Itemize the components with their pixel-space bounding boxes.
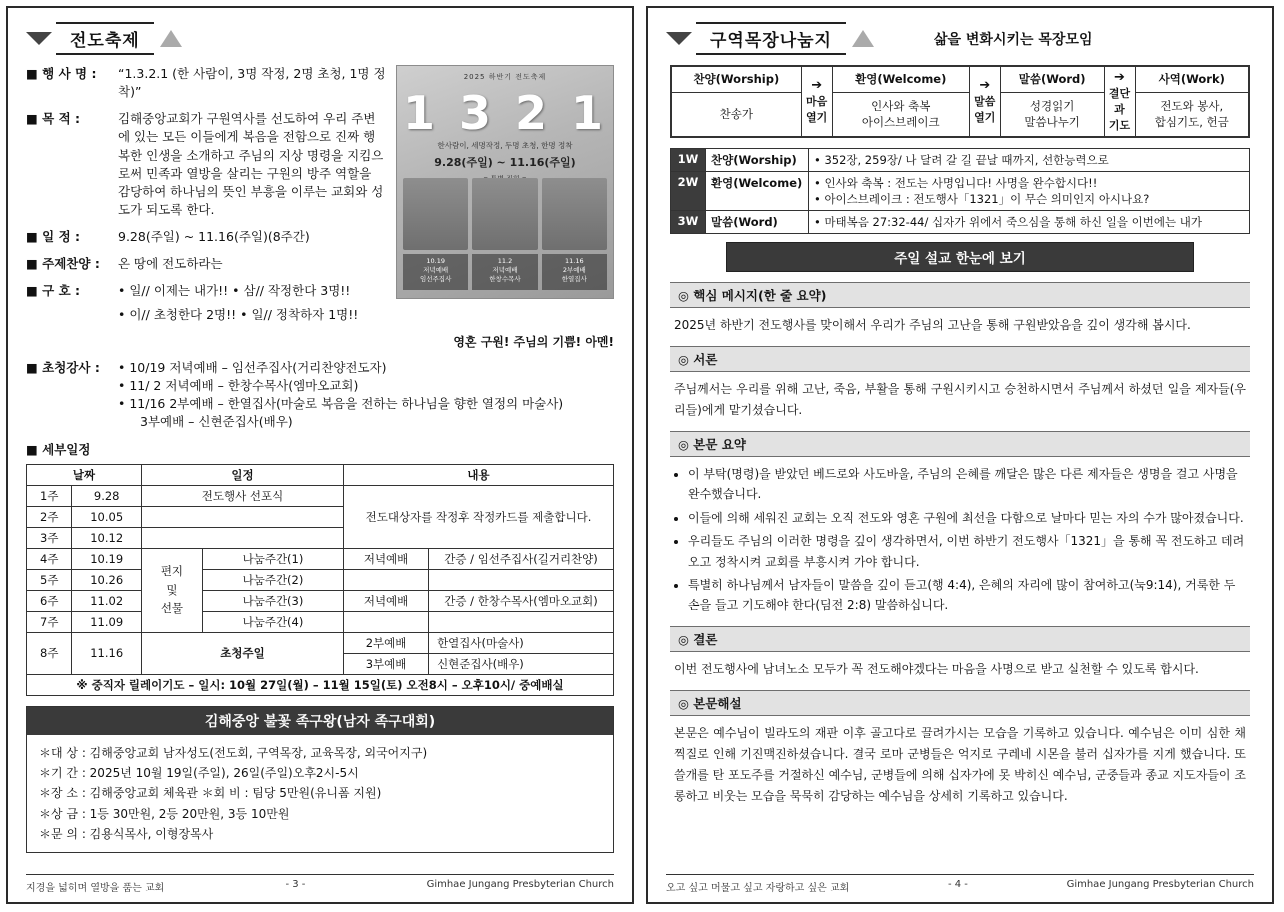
cell-date: 10.19 <box>72 548 141 569</box>
cell-date: 10.05 <box>72 506 141 527</box>
flow-body-worship: 찬송가 <box>672 92 802 136</box>
contest-line: ＊장 소 : 김해중앙교회 체육관 ＊회 비 : 팀당 5만원(유니폼 지원) <box>39 786 382 801</box>
flow-body-work: 전도와 봉사, 합심기도, 헌금 <box>1135 92 1249 136</box>
poster-dates: 9.28(주일) ~ 11.16(주일) <box>434 156 576 169</box>
relay-prayer-note: ※ 중직자 릴레이기도 – 일시: 10월 27일(월) – 11월 15일(토) 오전8시 – 오후10시/ 중예배실 <box>27 674 614 695</box>
col-date: 날짜 <box>27 464 142 485</box>
speaker-item: • 11/ 2 저녁예배 – 한창수목사(엠마오교회) <box>118 378 359 394</box>
cell-plan: 초청주일 <box>141 632 343 674</box>
table-row <box>27 569 614 590</box>
table-row <box>27 632 614 653</box>
footer-slogan: 지경을 넓히며 열방을 품는 교회 <box>26 883 165 894</box>
week-badge: 1W <box>671 149 706 172</box>
poster-speaker-strip <box>403 254 607 290</box>
contest-title: 김해중앙 불꽃 족구왕(남자 족구대회) <box>27 707 613 735</box>
detail-schedule-label: ■ 세부일정 <box>26 442 91 458</box>
section-text-intro: 주님께서는 우리를 위해 고난, 죽음, 부활을 통해 구원시키시고 승천하시면서 주님께서 하셨던 일을 제자들(우리들)에게 맡기셨습니다. <box>674 382 1246 417</box>
page-title: 전도축제 <box>56 22 154 55</box>
section-head-summary: ◎ 본문 요약 <box>670 431 1250 457</box>
meeting-flow-box <box>670 65 1250 138</box>
list-item: • 이 부탁(명령)을 받았던 베드로와 사도바울, 주님의 은혜를 깨달은 많은 다른 제자들은 생명을 걸고 사명을 완수했습니다. <box>688 464 1246 505</box>
info-row-theme-song <box>26 255 386 273</box>
info-label: ■ 구 호 : <box>26 283 81 299</box>
speaker-list <box>118 359 614 432</box>
flow-body-row <box>672 92 1249 136</box>
cell-plan: 전도행사 선포식 <box>141 485 343 506</box>
week-content: • 마태복음 27:32-44/ 십자가 위에서 죽으심을 통해 하신 일을 이번에는 내가 <box>809 211 1250 234</box>
banner-subtitle: 삶을 변화시키는 목장모임 <box>933 31 1093 48</box>
table-row <box>27 590 614 611</box>
cell-detail: 전도대상자를 작정후 작정카드를 제출합니다. <box>344 485 614 548</box>
arrow-right-icon-2: ➔ 말씀 열기 <box>969 67 1000 137</box>
cell-worship: 저녁예배 <box>344 548 429 569</box>
col-detail: 내용 <box>344 464 614 485</box>
sermon-overview-bar: 주일 설교 한눈에 보기 <box>726 242 1194 272</box>
cell-date: 11.02 <box>72 590 141 611</box>
arrow-right-icon-3: ➔ 결단과 기도 <box>1104 67 1135 137</box>
table-row <box>27 485 614 506</box>
poster-big-number: 1 3 2 1 <box>402 86 608 140</box>
info-label: ■ 목 적 : <box>26 111 81 127</box>
section-head-intro: ◎ 서론 <box>670 346 1250 372</box>
info-label: ■ 초청강사 : <box>26 359 100 375</box>
cell-week: 1주 <box>27 485 72 506</box>
section-text-key-message: 2025년 하반기 전도행사를 맞이해서 우리가 주님의 고난을 통해 구원받았음을 깊이 생각해 봅시다. <box>674 318 1191 332</box>
cell-worship: 2부예배 <box>344 632 429 653</box>
info-value: “1.3.2.1 (한 사람이, 3명 작정, 2명 초청, 1명 정착)” <box>118 66 386 100</box>
footbal-contest-box <box>26 706 614 854</box>
poster-top-text: 2025 하반기 전도축제 <box>463 73 547 81</box>
section-list-summary <box>688 464 1246 616</box>
cell-detail: 간증 / 임선주집사(길거리찬양) <box>429 548 614 569</box>
cell-worship: 3부예배 <box>344 653 429 674</box>
slogan-line-2: • 이// 초청한다 2명!! • 일// 정착하자 1명!! <box>118 307 359 323</box>
info-row-name <box>26 65 386 101</box>
left-footer <box>26 874 614 894</box>
cell-share-week: 나눔주간(4) <box>202 611 343 632</box>
meeting-flow-table <box>671 66 1249 137</box>
detail-schedule-table <box>26 464 614 696</box>
flow-step-work: 사역(Work) <box>1135 67 1249 93</box>
week-badge: 3W <box>671 211 706 234</box>
cell-detail: 한열집사(마술사) <box>429 632 614 653</box>
speaker-item: • 11/16 2부예배 – 한열집사(마술로 복음을 전하는 하나님을 향한 열정의 마술사) <box>118 396 564 412</box>
contest-line: ＊대 상 : 김해중앙교회 남자성도(전도회, 구역목장, 교육목장, 외국어지구) <box>39 745 428 760</box>
contest-details <box>27 735 613 853</box>
right-section-banner <box>666 22 1254 55</box>
list-item: • 우리들도 주님의 이러한 명령을 깊이 생각하면서, 이번 하반기 전도행사「1321」을 통해 꼭 전도하고 데려오고 정착시켜 교회를 부흥시켜 가야 합니다. <box>688 531 1246 572</box>
weekly-program-table <box>670 148 1250 234</box>
cell-detail <box>429 569 614 590</box>
cell-share-week: 나눔주간(1) <box>202 548 343 569</box>
info-value: 김해중앙교회가 구원역사를 선도하여 우리 주변에 있는 모든 이들에게 복음을 전함으로 진짜 행복한 인생을 소개하고 주님의 지상 명령을 지킴으로써 민족과 열방을 살리는 구원의 방주 역할을 감당하여 하나님의 뜻인 부흥을 이루는 교회와 성도가 되도록 한다. <box>118 111 384 217</box>
cell-gift-group: 편지 및 선물 <box>141 548 202 632</box>
table-row <box>671 149 1250 172</box>
left-page <box>6 6 634 904</box>
cell-week: 5주 <box>27 569 72 590</box>
list-item: • 특별히 하나님께서 남자들이 말씀을 깊이 듣고(행 4:4), 은혜의 자리에 많이 참여하고(눅9:14), 거룩한 두 손을 들고 기도해야 한다(딤전 2:8) 말씀하십니다. <box>688 575 1246 616</box>
cell-date: 10.12 <box>72 527 141 548</box>
info-row-speakers <box>26 359 614 432</box>
triangle-down-icon <box>26 32 52 45</box>
cell-worship: 저녁예배 <box>344 590 429 611</box>
poster-card-2: 11.2 저녁예배 한창수목사 <box>472 254 537 290</box>
flow-body-word: 성경읽기 말씀나누기 <box>1000 92 1104 136</box>
cell-date: 11.16 <box>72 632 141 674</box>
info-value: 온 땅에 전도하라는 <box>118 256 223 272</box>
speaker-item: 3부예배 – 신현준집사(배우) <box>140 414 293 430</box>
week-content-line: • 인사와 축복 : 전도는 사명입니다! 사명을 완수합시다!! <box>814 176 1098 190</box>
page-number: - 4 - <box>947 879 968 890</box>
slogan-lines <box>118 282 386 324</box>
table-row <box>27 611 614 632</box>
page-number: - 3 - <box>285 879 306 890</box>
cell-detail: 간증 / 한창수목사(엠마오교회) <box>429 590 614 611</box>
week-content-line: • 아이스브레이크 : 전도행사「1321」이 무슨 의미인지 아시나요? <box>814 192 1150 206</box>
cell-date: 11.09 <box>72 611 141 632</box>
cell-week: 2주 <box>27 506 72 527</box>
week-section-name: 찬양(Worship) <box>706 149 809 172</box>
cell-date: 9.28 <box>72 485 141 506</box>
flow-head-row <box>672 67 1249 93</box>
flow-step-word: 말씀(Word) <box>1000 67 1104 93</box>
week-content: • 352장, 259장/ 나 달려 갈 길 끝날 때까지, 선한능력으로 <box>809 149 1250 172</box>
soul-salvation-line: 영혼 구원! 주님의 기쁨! 아멘! <box>453 334 614 349</box>
flow-step-welcome: 환영(Welcome) <box>832 67 969 93</box>
table-row-relay <box>27 674 614 695</box>
cell-week: 6주 <box>27 590 72 611</box>
section-head-key-message: ◎ 핵심 메시지(한 줄 요약) <box>670 282 1250 308</box>
cell-week: 4주 <box>27 548 72 569</box>
cell-share-week: 나눔주간(2) <box>202 569 343 590</box>
table-header-row <box>27 464 614 485</box>
section-text-commentary: 본문은 예수님이 빌라도의 재판 이후 골고다로 끌려가시는 모습을 기록하고 있습니다. 예수님은 이미 심한 채찍질로 인해 기진맥진하셨습니다. 결국 로마 군병들은 억지로 구레네 시몬을 불러 십자가를 지게 했습니다. 또 쓸개를 탄 포도주를 거절하신 예수님, 군병들에 의해 십자가에 못 박히신 예수님, 군중들과 종교 지도자들이 조롱하고 비웃는 모습을 묵묵히 감당하는 예수님을 상세히 기록하고 있습니다. <box>674 725 1246 803</box>
info-row-schedule <box>26 228 386 246</box>
cell-worship <box>344 569 429 590</box>
footer-church-name: Gimhae Jungang Presbyterian Church <box>426 879 614 890</box>
week-section-name: 환영(Welcome) <box>706 172 809 211</box>
poster-subtitle-1: 한사람이, 세명작정, 두명 초청, 한명 정착 <box>437 141 573 150</box>
info-label: ■ 주제찬양 : <box>26 256 100 272</box>
week-section-name: 말씀(Word) <box>706 211 809 234</box>
page-title: 구역목장나눔지 <box>696 22 846 55</box>
section-head-commentary: ◎ 본문해설 <box>670 690 1250 716</box>
footer-slogan: 오고 싶고 머물고 싶고 자랑하고 싶은 교회 <box>666 883 850 894</box>
cell-share-week: 나눔주간(3) <box>202 590 343 611</box>
info-label: ■ 일 정 : <box>26 229 81 244</box>
cell-worship <box>344 611 429 632</box>
contest-line: ＊문 의 : 김용식목사, 이형장목사 <box>39 827 214 842</box>
cell-week: 7주 <box>27 611 72 632</box>
slogan-line-1: • 일// 이제는 내가!! • 삼// 작정한다 3명!! <box>118 283 351 299</box>
footer-church-name: Gimhae Jungang Presbyterian Church <box>1066 879 1254 890</box>
info-row-purpose <box>26 110 386 219</box>
info-row-slogan <box>26 282 386 324</box>
table-row <box>671 211 1250 234</box>
info-value: 9.28(주일) ~ 11.16(주일)(8주간) <box>118 229 310 244</box>
right-page <box>646 6 1274 904</box>
list-item: • 이들에 의해 세워진 교회는 오직 전도와 영혼 구원에 최선을 다함으로 날마다 믿는 자의 수가 많아졌습니다. <box>688 508 1246 528</box>
poster-card-3: 11.16 2부예배 한열집사 <box>542 254 607 290</box>
flow-step-worship: 찬양(Worship) <box>672 67 802 93</box>
flow-body-welcome: 인사와 축복 아이스브레이크 <box>832 92 969 136</box>
triangle-up-icon <box>160 30 182 47</box>
triangle-up-icon <box>852 30 874 47</box>
event-poster-image <box>396 65 614 299</box>
table-row <box>27 548 614 569</box>
info-label: ■ 행 사 명 : <box>26 66 97 81</box>
cell-week: 3주 <box>27 527 72 548</box>
section-head-conclusion: ◎ 결론 <box>670 626 1250 652</box>
contest-line: ＊상 금 : 1등 30만원, 2등 20만원, 3등 10만원 <box>39 806 290 821</box>
cell-detail <box>429 611 614 632</box>
section-text-conclusion: 이번 전도행사에 남녀노소 모두가 꼭 전도해야겠다는 마음을 사명으로 받고 실천할 수 있도록 합시다. <box>674 661 1199 676</box>
right-footer <box>666 874 1254 894</box>
table-row <box>671 172 1250 211</box>
week-badge: 2W <box>671 172 706 211</box>
col-plan: 일정 <box>141 464 343 485</box>
arrow-right-icon-1: ➔ 마음 열기 <box>801 67 832 137</box>
poster-card-1: 10.19 저녁예배 임선주집사 <box>403 254 468 290</box>
triangle-down-icon <box>666 32 692 45</box>
cell-date: 10.26 <box>72 569 141 590</box>
cell-week: 8주 <box>27 632 72 674</box>
poster-photo-row <box>403 178 607 250</box>
contest-line: ＊기 간 : 2025년 10월 19일(주일), 26일(주일)오후2시-5시 <box>39 765 359 780</box>
speaker-item: • 10/19 저녁예배 – 임선주집사(거리찬양전도자) <box>118 359 387 375</box>
cell-plan <box>141 527 343 548</box>
cell-detail: 신현준집사(배우) <box>429 653 614 674</box>
week-content <box>809 172 1250 211</box>
cell-plan <box>141 506 343 527</box>
left-section-banner <box>26 22 614 55</box>
